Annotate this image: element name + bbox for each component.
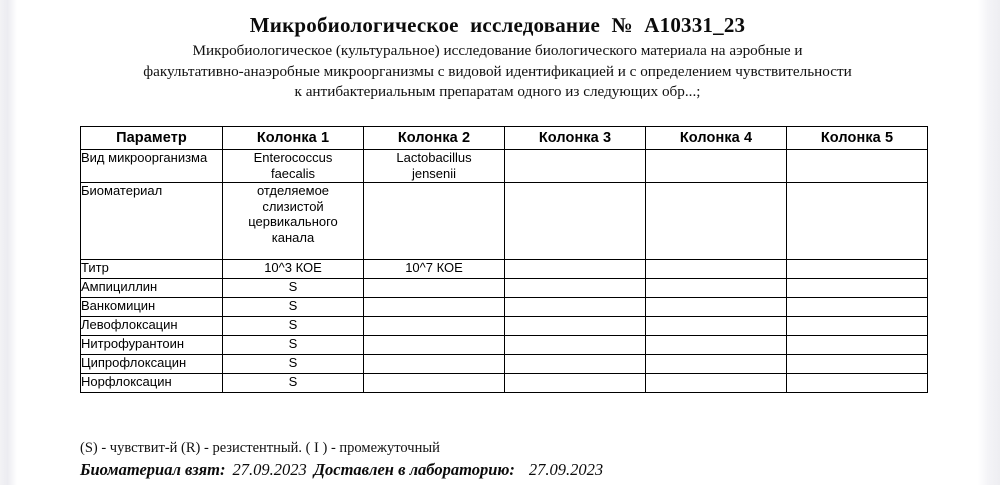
cell-column-4 <box>646 355 787 374</box>
param-line: Нитрофурантоин <box>81 336 185 351</box>
cell-line: Enterococcus <box>253 150 333 165</box>
table-row <box>81 260 928 279</box>
subtitle-line-2: факультативно-анаэробные микроорганизмы с видовой идентификацией и с определением чувствительности <box>143 62 852 80</box>
cell-line: jensenii <box>411 165 457 181</box>
cell-column-1 <box>223 355 364 374</box>
cell-line: 10^3 КОЕ <box>264 260 322 275</box>
cell-line: faecalis <box>270 165 316 181</box>
document-footer <box>80 439 940 481</box>
cell-column-1 <box>223 298 364 317</box>
table-header-row <box>81 127 928 150</box>
row-parameter-label <box>81 150 223 183</box>
cell-column-1 <box>223 317 364 336</box>
subtitle-line-1: Микробиологическое (культуральное) исследование биологического материала на аэробные и <box>192 42 803 60</box>
cell-column-3 <box>505 183 646 260</box>
document-page <box>17 0 978 485</box>
cell-column-4 <box>646 317 787 336</box>
row-parameter-label <box>81 355 223 374</box>
cell-column-3 <box>505 298 646 317</box>
cell-column-4 <box>646 336 787 355</box>
table-row <box>81 336 928 355</box>
table-row <box>81 374 928 393</box>
cell-column-4 <box>646 374 787 393</box>
page-edge-left <box>0 0 17 485</box>
cell-column-3 <box>505 336 646 355</box>
row-parameter-label <box>81 298 223 317</box>
cell-line: S <box>288 317 298 332</box>
cell-line: S <box>288 374 298 389</box>
cell-column-5 <box>787 374 928 393</box>
row-parameter-label <box>81 336 223 355</box>
param-line: Норфлоксацин <box>81 374 172 389</box>
cell-column-2 <box>364 183 505 260</box>
cell-column-1 <box>223 279 364 298</box>
row-parameter-label <box>81 317 223 336</box>
cell-column-5 <box>787 298 928 317</box>
sample-dates-line <box>80 459 940 481</box>
cell-column-3 <box>505 260 646 279</box>
cell-column-2 <box>364 279 505 298</box>
param-line: Биоматериал <box>81 183 163 198</box>
cell-line: S <box>288 279 298 294</box>
param-line: Левофлоксацин <box>81 317 178 332</box>
cell-column-4 <box>646 260 787 279</box>
column-header-column-1: Колонка 1 <box>223 127 364 150</box>
param-line: Титр <box>81 260 109 275</box>
table-row <box>81 317 928 336</box>
table-row <box>81 298 928 317</box>
cell-column-5 <box>787 336 928 355</box>
cell-column-2 <box>364 260 505 279</box>
row-parameter-label <box>81 260 223 279</box>
cell-column-1 <box>223 183 364 260</box>
param-line: Ванкомицин <box>81 298 156 313</box>
table-row <box>81 355 928 374</box>
column-header-column-2: Колонка 2 <box>364 127 505 150</box>
cell-column-1 <box>223 260 364 279</box>
cell-line: S <box>288 355 298 370</box>
cell-column-5 <box>787 260 928 279</box>
collected-date: 27.09.2023 <box>232 460 307 479</box>
cell-column-3 <box>505 374 646 393</box>
cell-line: S <box>288 336 298 351</box>
cell-column-5 <box>787 150 928 183</box>
cell-line: Lactobacillus <box>396 150 472 165</box>
cell-line: канала <box>271 229 315 245</box>
param-line: микроорганизма <box>108 150 208 165</box>
cell-line: 10^7 КОЕ <box>405 260 463 275</box>
delivered-date: 27.09.2023 <box>528 460 604 479</box>
param-line: Ципрофлоксацин <box>81 355 187 370</box>
cell-column-3 <box>505 279 646 298</box>
page-edge-right <box>978 0 1000 485</box>
cell-column-3 <box>505 150 646 183</box>
cell-column-3 <box>505 317 646 336</box>
table-row <box>81 150 928 183</box>
column-header-parameter: Параметр <box>81 127 223 150</box>
cell-column-4 <box>646 150 787 183</box>
row-parameter-label <box>81 183 223 260</box>
cell-line: слизистой <box>262 198 324 214</box>
collected-label: Биоматериал взят: <box>80 460 226 479</box>
cell-column-2 <box>364 336 505 355</box>
cell-column-4 <box>646 183 787 260</box>
cell-column-2 <box>364 298 505 317</box>
cell-column-5 <box>787 317 928 336</box>
sensitivity-legend: (S) - чувствит-й (R) - резистентный. ( I ) - промежуточный <box>80 440 440 456</box>
cell-column-4 <box>646 298 787 317</box>
subtitle-line-3: к антибактериальным препаратам одного из следующих обр...; <box>294 83 701 101</box>
cell-column-1 <box>223 374 364 393</box>
document-subtitle <box>70 41 925 103</box>
cell-column-1 <box>223 150 364 183</box>
cell-column-4 <box>646 279 787 298</box>
delivered-label: Доставлен в лабораторию: <box>313 460 515 479</box>
cell-column-2 <box>364 317 505 336</box>
row-parameter-label <box>81 279 223 298</box>
cell-column-5 <box>787 183 928 260</box>
param-line: Вид <box>81 150 105 165</box>
cell-column-2 <box>364 150 505 183</box>
cell-column-2 <box>364 355 505 374</box>
cell-column-5 <box>787 279 928 298</box>
column-header-column-4: Колонка 4 <box>646 127 787 150</box>
cell-column-2 <box>364 374 505 393</box>
table-row <box>81 279 928 298</box>
document-title: Микробиологическое исследование № A10331_23 <box>249 13 746 37</box>
column-header-column-5: Колонка 5 <box>787 127 928 150</box>
microbiology-results-table <box>80 126 928 393</box>
column-header-column-3: Колонка 3 <box>505 127 646 150</box>
cell-line: цервикального <box>248 214 338 229</box>
cell-column-5 <box>787 355 928 374</box>
cell-column-1 <box>223 336 364 355</box>
cell-column-3 <box>505 355 646 374</box>
cell-line: отделяемое <box>256 183 330 198</box>
row-parameter-label <box>81 374 223 393</box>
cell-line: S <box>288 298 298 313</box>
param-line: Ампициллин <box>81 279 158 294</box>
table-row <box>81 183 928 260</box>
